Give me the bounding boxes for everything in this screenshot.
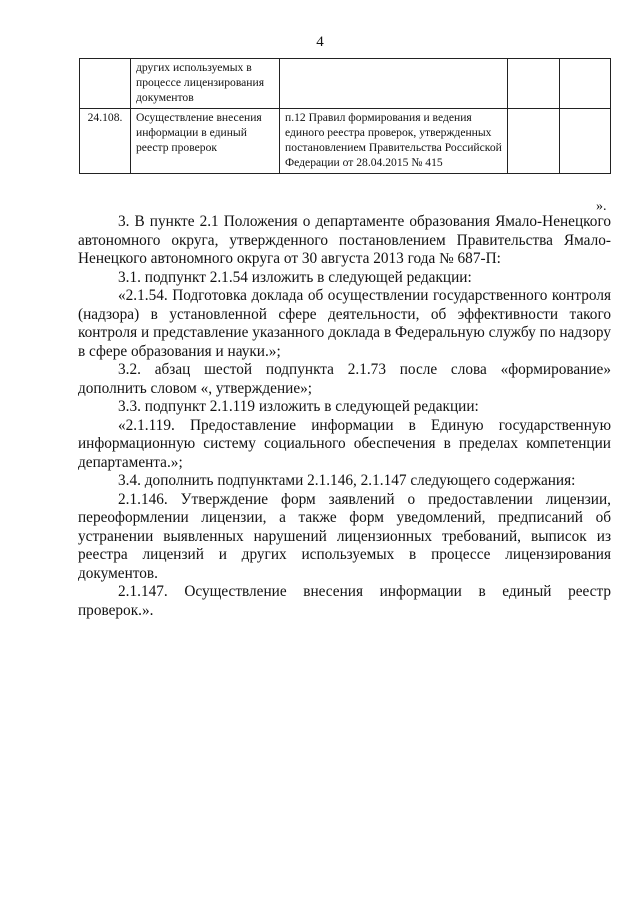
legal-basis-cell: п.12 Правил формирования и ведения единого реестра проверок, утвержденных постановлением Правительства Российской Федерации от 28.04.2015 № 415 <box>280 109 508 174</box>
empty-cell <box>508 109 560 174</box>
paragraph-3-4: 3.4. дополнить подпунктами 2.1.146, 2.1.147 следующего содержания: <box>118 472 576 489</box>
paragraph-2-1-146: 2.1.146. Утверждение форм заявлений о предоставлении лицензии, переоформлении лицензии, а также форм уведомлений, предписаний об устранении выявленных нарушений лицензионных требований, выписок из реестра лицензий и других используемых в процессе лицензирования документов. <box>78 490 611 582</box>
function-name-cell: Осуществление внесения информации в единый реестр проверок <box>131 109 280 174</box>
empty-cell <box>560 59 611 109</box>
empty-cell <box>508 59 560 109</box>
table-row <box>80 59 611 109</box>
paragraph-3-intro: 3. В пункте 2.1 Положения о департаменте образования Ямало-Ненецкого автономного округа, утвержденного постановлением Правительства Ямало-Ненецкого автономного округа от 30 августа 2013 года № 687-П: <box>78 213 611 267</box>
legal-basis-cell <box>280 59 508 109</box>
row-number-cell <box>80 59 131 109</box>
function-name-cell: других используемых в процессе лицензирования документов <box>131 59 280 109</box>
table-closing-quote: ». <box>596 199 607 214</box>
document-body <box>78 213 611 620</box>
paragraph-3-2: 3.2. абзац шестой подпункта 2.1.73 после слова «формирование» дополнить словом «, утверждение»; <box>78 361 611 397</box>
register-table <box>79 58 611 174</box>
paragraph-2-1-119: «2.1.119. Предоставление информации в Единую государственную информационную систему социального обеспечения в пределах компетенции департамента.»; <box>78 416 611 471</box>
paragraph-2-1-54: «2.1.54. Подготовка доклада об осуществлении государственного контроля (надзора) в установленной сфере деятельности, об эффективности такого контроля и представление указанного доклада в Федеральную службу по надзору в сфере образования и науки.»; <box>78 287 611 360</box>
paragraph-3-3: 3.3. подпункт 2.1.119 изложить в следующей редакции: <box>118 398 479 415</box>
empty-cell <box>560 109 611 174</box>
row-number-cell: 24.108. <box>80 109 131 174</box>
paragraph-2-1-147: 2.1.147. Осуществление внесения информации в единый реестр проверок.». <box>78 583 611 619</box>
table-row <box>80 109 611 174</box>
paragraph-3-1: 3.1. подпункт 2.1.54 изложить в следующей редакции: <box>118 268 472 286</box>
page-number: 4 <box>316 34 324 50</box>
